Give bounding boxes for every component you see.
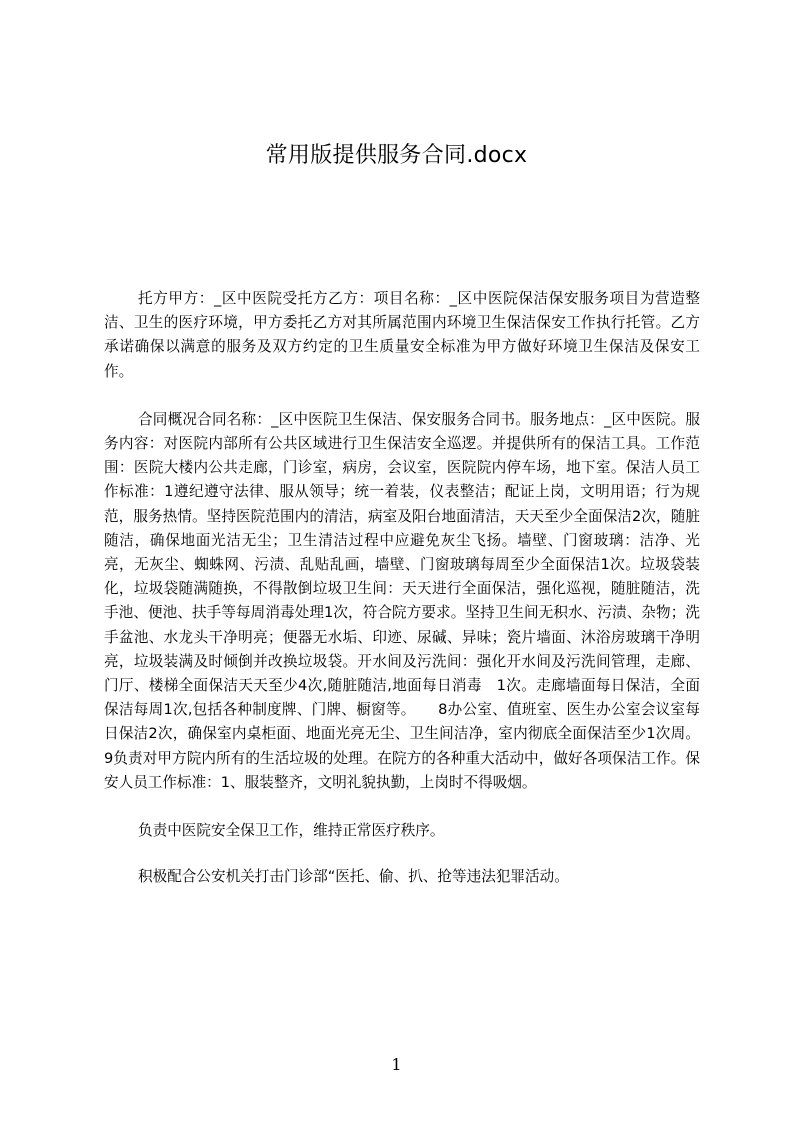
paragraph-police-cooperation: 积极配合公安机关打击门诊部“医托、偷、扒、抢等违法犯罪活动。 bbox=[138, 868, 569, 886]
paragraph-entrustment: 托方甲方：_区中医院受托方乙方：项目名称：_区中医院保洁保安服务项目为营造整洁、卫生的医疗环境，甲方委托乙方对其所属范围内环境卫生保洁保安工作执行托管。乙方承诺确保以满意的服务及双方约定的卫生质量安全标准为甲方做好环境卫生保洁及保安工作。 bbox=[104, 290, 700, 380]
document-title: 常用版提供服务合同.docx bbox=[265, 143, 528, 168]
paragraph-security-duty: 负责中医院安全保卫工作，维持正常医疗秩序。 bbox=[138, 822, 445, 840]
paragraph-contract-overview: 合同概况合同名称：_区中医院卫生保洁、保安服务合同书。服务地点：_区中医院。服务内容：对医院内部所有公共区域进行卫生保洁安全巡逻。并提供所有的保洁工具。工作范围：医院大楼内公共走廊，门诊室，病房，会议室，医院院内停车场，地下室。保洁人员工作标准：1遵纪遵守法律、服从领导；统一着装，仪表整洁；配证上岗，文明用语；行为规范，服务热情。坚持医院范围内的清洁，病室及阳台地面清洁，天天至少全面保洁2次，随脏随洁，确保地面光洁无尘；卫生清洁过程中应避免灰尘飞扬。墙壁、门窗玻璃：洁净、光亮，无灰尘、蜘蛛网、污渍、乱贴乱画，墙壁、门窗玻璃每周至少全面保洁1次。垃圾袋装化，垃圾袋随满随换，不得散倒垃圾卫生间：天天进行全面保洁，强化巡视，随脏随洁，洗手池、便池、扶手等每周消毒处理1次，符合院方要求。坚持卫生间无积水、污渍、杂物；洗手盆池、水龙头干净明亮；便器无水垢、印迹、尿碱、异味；瓷片墙面、沐浴房玻璃干净明亮，垃圾装满及时倾倒并改换垃圾袋。开水间及污洗间：强化开水间及污洗间管理，走廊、门厅、楼梯全面保洁天天至少4次,随脏随洁,地面每日消毒 1次。走廊墙面每日保洁，全面保洁每周1次,包括各种制度牌、门牌、橱窗等。 8办公室、值班室、医生办公室会议室每日保洁2次，确保室内桌柜面、地面光亮无尘、卫生间洁净，室内彻底全面保洁至少1次周。9负责对甲方院内所有的生活垃圾的处理。在院方的各种重大活动中，做好各项保洁工作。保安人员工作标准：1、服装整齐，文明礼貌执勤，上岗时不得吸烟。 bbox=[104, 410, 700, 791]
page-number: 1 bbox=[391, 1055, 402, 1074]
document-body bbox=[104, 287, 700, 1057]
